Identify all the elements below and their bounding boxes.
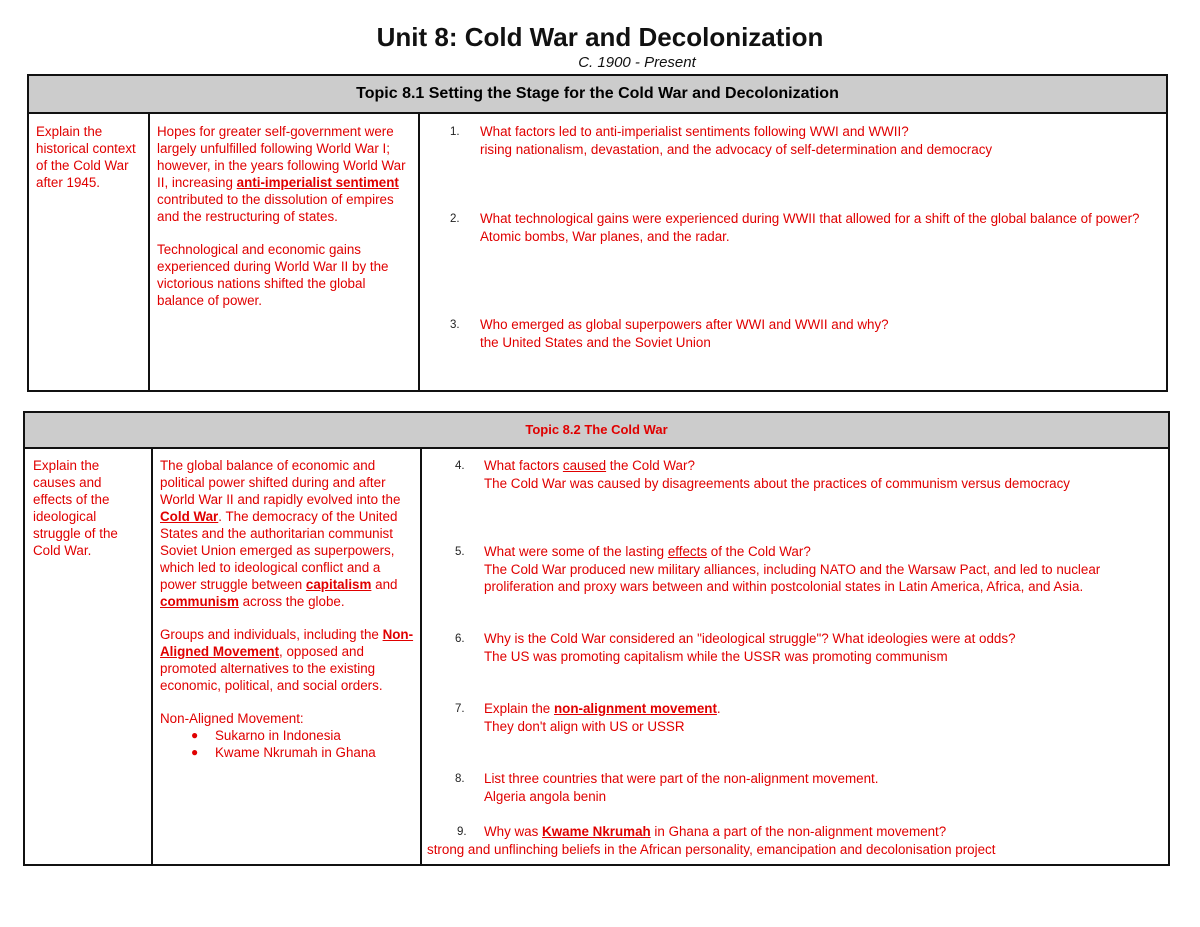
topic-8-2-objective: [33, 457, 143, 559]
answer-text: They don't align with US or USSR: [484, 718, 685, 734]
list-item: ● Kwame Nkrumah in Ghana: [191, 745, 376, 760]
answer-text: the United States and the Soviet Union: [480, 334, 711, 350]
question-text: What factors led to anti-imperialist sentiments following WWI and WWII?: [480, 124, 909, 139]
topic-8-2-header-text: Topic 8.2 The Cold War: [525, 422, 668, 437]
objective-text: Explain the causes and effects of the ideological struggle of the Cold War.: [33, 458, 118, 558]
answer-text: The Cold War was caused by disagreements about the practices of communism versus democracy: [484, 475, 1070, 491]
bullet-icon: ●: [191, 745, 199, 759]
key-term: Non-Aligned Movement: [160, 627, 414, 659]
question-item: 5. What were some of the lasting effects of the Cold War? The Cold War produced new military alliances, including NATO and the Warsaw Pact, and led to nuclear proliferation and proxy wars between and within postcolonial states in Latin America, Africa, and Asia.: [455, 543, 1155, 596]
topic-8-2-table: [23, 411, 1170, 866]
key-term: anti-imperialist sentiment: [236, 175, 399, 190]
page-title: Unit 8: Cold War and Decolonization: [376, 22, 824, 52]
question-item: 9. Why was Kwame Nkrumah in Ghana a part of the non-alignment movement? strong and unflinching beliefs in the African personality, emancipation and decolonisation project: [427, 823, 1167, 858]
answer-text: rising nationalism, devastation, and the advocacy of self-determination and democracy: [480, 141, 993, 157]
question-item: 1. What factors led to anti-imperialist sentiments following WWI and WWII? rising nationalism, devastation, and the advocacy of self-determination and democracy: [453, 123, 1163, 158]
question-item: 8. List three countries that were part of the non-alignment movement. Algeria angola benin: [455, 770, 1155, 805]
key-term: Kwame Nkrumah: [542, 824, 651, 839]
key-term: Cold War: [160, 509, 219, 524]
key-term: communism: [160, 594, 239, 609]
knowledge-paragraph: Hopes for greater self-government were largely unfulfilled following World War I; however, in the years following World War II, increasing anti-imperialist sentiment contributed to the dissolution of empires and the restructuring of states.: [157, 124, 406, 224]
topic-8-2-knowledge: [160, 457, 414, 761]
question-text: What were some of the lasting effects of the Cold War?: [484, 544, 811, 559]
knowledge-paragraph: The global balance of economic and political power shifted during and after World War II and rapidly evolved into the Cold War. The democracy of the United States and the authoritarian communist Soviet Union emerged as superpowers, which led to ideological conflict and a power struggle between capitalism and communism across the globe.: [160, 458, 401, 609]
question-item: 3. Who emerged as global superpowers after WWI and WWII and why? the United States and the Soviet Union: [453, 316, 1163, 351]
topic-8-1-header-text: Topic 8.1 Setting the Stage for the Cold War and Decolonization: [356, 85, 839, 102]
question-text: Explain the non-alignment movement.: [484, 701, 721, 716]
answer-text: Algeria angola benin: [484, 788, 607, 804]
column-divider: [151, 449, 153, 864]
answer-text: The Cold War produced new military alliances, including NATO and the Warsaw Pact, and led to nuclear proliferation and proxy wars between and within postcolonial states in Latin America, Africa, and Asia.: [484, 561, 1101, 594]
question-text: Who emerged as global superpowers after WWI and WWII and why?: [480, 317, 889, 332]
question-item: 4. What factors caused the Cold War? The Cold War was caused by disagreements about the practices of communism versus democracy: [455, 457, 1155, 492]
topic-8-2-header: [25, 413, 1168, 449]
question-text: Why is the Cold War considered an "ideological struggle"? What ideologies were at odds?: [484, 631, 1016, 646]
topic-8-1-header: [29, 76, 1166, 114]
answer-text: Atomic bombs, War planes, and the radar.: [480, 228, 730, 244]
topic-8-1-knowledge: [157, 123, 409, 325]
question-item: 6. Why is the Cold War considered an "ideological struggle"? What ideologies were at odds? The US was promoting capitalism while the USSR was promoting communism: [455, 630, 1155, 665]
answer-text: The US was promoting capitalism while the USSR was promoting communism: [484, 648, 948, 664]
question-text: Why was Kwame Nkrumah in Ghana a part of the non-alignment movement?: [484, 824, 947, 839]
nam-list: [160, 727, 414, 761]
topic-8-1-objective: [36, 123, 141, 191]
key-term: non-alignment movement: [553, 701, 717, 716]
topic-8-1-table: [27, 74, 1168, 392]
nam-heading: Non-Aligned Movement:: [160, 711, 304, 726]
objective-text: Explain the historical context of the Cold War after 1945.: [36, 124, 136, 190]
column-divider: [148, 114, 150, 390]
question-item: 7. Explain the non-alignment movement. They don't align with US or USSR: [455, 700, 1155, 735]
page-subtitle: C. 1900 - Present: [578, 54, 696, 71]
knowledge-paragraph: Groups and individuals, including the Non-Aligned Movement, opposed and promoted alternatives to the existing economic, political, and social orders.: [160, 627, 414, 693]
column-divider: [418, 114, 420, 390]
answer-text: strong and unflinching beliefs in the African personality, emancipation and decolonisation project: [427, 841, 996, 857]
list-item: ● Sukarno in Indonesia: [191, 728, 341, 743]
question-item: 2. What technological gains were experienced during WWII that allowed for a shift of the global balance of power? Atomic bombs, War planes, and the radar.: [453, 210, 1163, 245]
question-text: What technological gains were experienced during WWII that allowed for a shift of the global balance of power?: [480, 211, 1140, 226]
knowledge-paragraph: Technological and economic gains experienced during World War II by the victorious nations shifted the global balance of power.: [157, 242, 389, 308]
question-text: List three countries that were part of the non-alignment movement.: [484, 771, 879, 786]
question-text: What factors caused the Cold War?: [484, 458, 695, 473]
key-term: capitalism: [305, 577, 372, 592]
bullet-icon: ●: [191, 728, 199, 742]
column-divider: [420, 449, 422, 864]
